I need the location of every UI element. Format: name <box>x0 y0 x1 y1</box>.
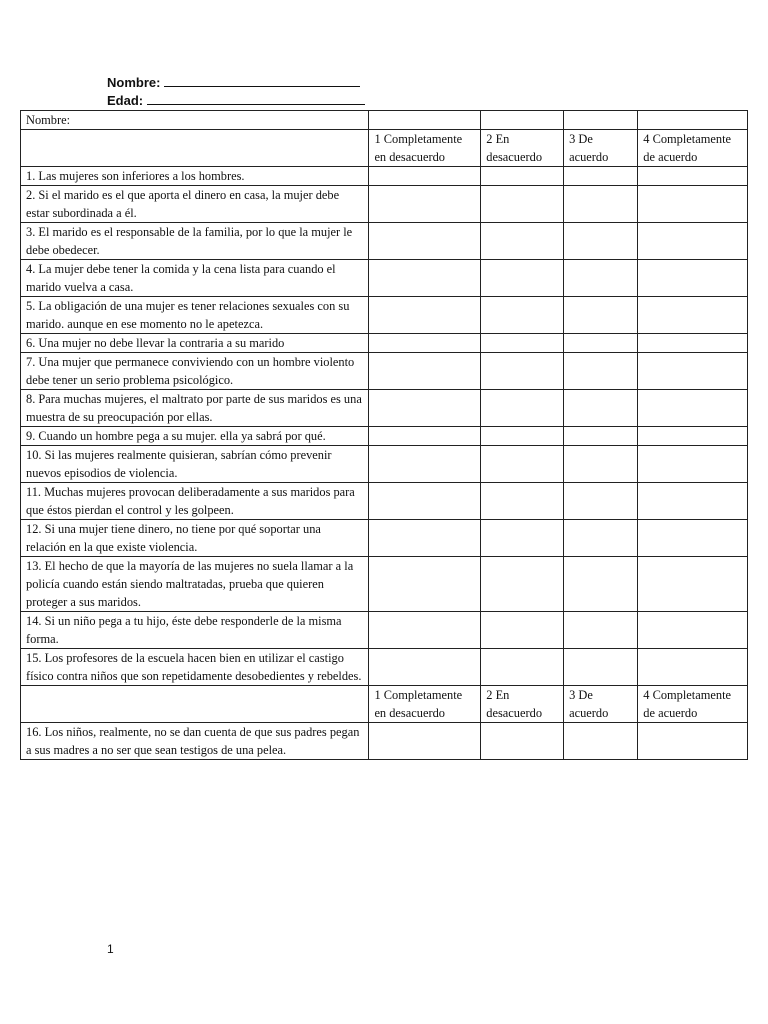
question-row <box>21 334 748 353</box>
answer-cell-4[interactable] <box>638 186 748 223</box>
answer-cell-2[interactable] <box>481 612 564 649</box>
question-row <box>21 427 748 446</box>
question-text: 15. Los profesores de la escuela hacen bien en utilizar el castigo físico contra niños que son repetidamente desobedientes y rebeldes. <box>21 649 369 686</box>
scale-header-row <box>21 130 748 167</box>
answer-cell-3[interactable] <box>564 483 638 520</box>
answer-cell-4[interactable] <box>638 390 748 427</box>
name-row-cell[interactable] <box>369 111 481 130</box>
answer-cell-2[interactable] <box>481 167 564 186</box>
question-text: 5. La obligación de una mujer es tener relaciones sexuales con su marido. aunque en ese momento no le apetezca. <box>21 297 369 334</box>
question-row <box>21 483 748 520</box>
answer-cell-1[interactable] <box>369 483 481 520</box>
question-text: 10. Si las mujeres realmente quisieran, sabrían cómo prevenir nuevos episodios de violencia. <box>21 446 369 483</box>
answer-cell-1[interactable] <box>369 260 481 297</box>
question-row <box>21 223 748 260</box>
question-row <box>21 446 748 483</box>
question-row <box>21 167 748 186</box>
answer-cell-4[interactable] <box>638 334 748 353</box>
answer-cell-2[interactable] <box>481 483 564 520</box>
question-text: 1. Las mujeres son inferiores a los hombres. <box>21 167 369 186</box>
nombre-blank-line[interactable] <box>164 73 360 87</box>
answer-cell-4[interactable] <box>638 612 748 649</box>
edad-blank-line[interactable] <box>147 91 365 105</box>
question-text: 8. Para muchas mujeres, el maltrato por parte de sus maridos es una muestra de su preocupación por ellas. <box>21 390 369 427</box>
scale-header-1: 1 Completamente en desacuerdo <box>369 130 481 167</box>
answer-cell-1[interactable] <box>369 353 481 390</box>
answer-cell-1[interactable] <box>369 557 481 612</box>
question-row <box>21 723 748 760</box>
answer-cell-3[interactable] <box>564 353 638 390</box>
edad-label: Edad: <box>107 93 144 108</box>
answer-cell-1[interactable] <box>369 446 481 483</box>
question-text: 14. Si un niño pega a tu hijo, éste debe responderle de la misma forma. <box>21 612 369 649</box>
answer-cell-3[interactable] <box>564 557 638 612</box>
answer-cell-1[interactable] <box>369 649 481 686</box>
answer-cell-1[interactable] <box>369 186 481 223</box>
question-row <box>21 353 748 390</box>
edad-field[interactable] <box>107 91 365 109</box>
answer-cell-4[interactable] <box>638 353 748 390</box>
answer-cell-3[interactable] <box>564 334 638 353</box>
answer-cell-3[interactable] <box>564 649 638 686</box>
answer-cell-4[interactable] <box>638 520 748 557</box>
answer-cell-4[interactable] <box>638 297 748 334</box>
name-row-label: Nombre: <box>21 111 369 130</box>
answer-cell-1[interactable] <box>369 167 481 186</box>
question-text: 11. Muchas mujeres provocan deliberadamente a sus maridos para que éstos pierdan el control y les golpeen. <box>21 483 369 520</box>
answer-cell-2[interactable] <box>481 223 564 260</box>
question-text: 3. El marido es el responsable de la familia, por lo que la mujer le debe obedecer. <box>21 223 369 260</box>
answer-cell-2[interactable] <box>481 353 564 390</box>
name-row <box>21 111 748 130</box>
nombre-field[interactable] <box>107 73 360 91</box>
scale-header-blank <box>21 130 369 167</box>
scale-header-1: 1 Completamente en desacuerdo <box>369 686 481 723</box>
name-row-cell[interactable] <box>638 111 748 130</box>
answer-cell-2[interactable] <box>481 390 564 427</box>
page-number: 1 <box>107 942 114 956</box>
answer-cell-2[interactable] <box>481 520 564 557</box>
answer-cell-4[interactable] <box>638 427 748 446</box>
answer-cell-2[interactable] <box>481 427 564 446</box>
nombre-label: Nombre: <box>107 75 161 90</box>
answer-cell-3[interactable] <box>564 446 638 483</box>
question-text: 6. Una mujer no debe llevar la contraria a su marido <box>21 334 369 353</box>
answer-cell-3[interactable] <box>564 186 638 223</box>
answer-cell-1[interactable] <box>369 223 481 260</box>
answer-cell-2[interactable] <box>481 186 564 223</box>
scale-header-2: 2 En desacuerdo <box>481 130 564 167</box>
answer-cell-2[interactable] <box>481 649 564 686</box>
answer-cell-4[interactable] <box>638 260 748 297</box>
answer-cell-3[interactable] <box>564 167 638 186</box>
question-text: 9. Cuando un hombre pega a su mujer. ella ya sabrá por qué. <box>21 427 369 446</box>
question-row <box>21 390 748 427</box>
question-row <box>21 557 748 612</box>
scale-header-2: 2 En desacuerdo <box>481 686 564 723</box>
answer-cell-2[interactable] <box>481 557 564 612</box>
answer-cell-1[interactable] <box>369 390 481 427</box>
answer-cell-3[interactable] <box>564 223 638 260</box>
scale-header-4: 4 Completamente de acuerdo <box>638 686 748 723</box>
answer-cell-2[interactable] <box>481 446 564 483</box>
survey-table-body <box>21 111 748 760</box>
scale-header-3: 3 De acuerdo <box>564 130 638 167</box>
answer-cell-4[interactable] <box>638 446 748 483</box>
name-row-cell[interactable] <box>481 111 564 130</box>
answer-cell-2[interactable] <box>481 297 564 334</box>
answer-cell-2[interactable] <box>481 723 564 760</box>
scale-header-4: 4 Completamente de acuerdo <box>638 130 748 167</box>
answer-cell-3[interactable] <box>564 260 638 297</box>
answer-cell-4[interactable] <box>638 167 748 186</box>
question-text: 7. Una mujer que permanece conviviendo con un hombre violento debe tener un serio problema psicológico. <box>21 353 369 390</box>
scale-header-blank <box>21 686 369 723</box>
question-row <box>21 186 748 223</box>
scale-header-row-repeat <box>21 686 748 723</box>
question-text: 13. El hecho de que la mayoría de las mujeres no suela llamar a la policía cuando están siendo maltratadas, prueba que quieren proteger a sus maridos. <box>21 557 369 612</box>
answer-cell-1[interactable] <box>369 427 481 446</box>
question-row <box>21 520 748 557</box>
answer-cell-4[interactable] <box>638 723 748 760</box>
answer-cell-4[interactable] <box>638 649 748 686</box>
question-row <box>21 649 748 686</box>
answer-cell-1[interactable] <box>369 612 481 649</box>
scale-header-3: 3 De acuerdo <box>564 686 638 723</box>
answer-cell-3[interactable] <box>564 390 638 427</box>
question-text: 2. Si el marido es el que aporta el dinero en casa, la mujer debe estar subordinada a él. <box>21 186 369 223</box>
question-text: 16. Los niños, realmente, no se dan cuenta de que sus padres pegan a sus madres a no ser que sean testigos de una pelea. <box>21 723 369 760</box>
answer-cell-3[interactable] <box>564 612 638 649</box>
answer-cell-2[interactable] <box>481 334 564 353</box>
question-row <box>21 612 748 649</box>
question-text: 4. La mujer debe tener la comida y la cena lista para cuando el marido vuelva a casa. <box>21 260 369 297</box>
answer-cell-3[interactable] <box>564 723 638 760</box>
answer-cell-4[interactable] <box>638 483 748 520</box>
question-text: 12. Si una mujer tiene dinero, no tiene por qué soportar una relación en la que existe violencia. <box>21 520 369 557</box>
question-row <box>21 297 748 334</box>
survey-table <box>20 110 748 760</box>
question-row <box>21 260 748 297</box>
answer-cell-1[interactable] <box>369 334 481 353</box>
answer-cell-2[interactable] <box>481 260 564 297</box>
answer-cell-3[interactable] <box>564 297 638 334</box>
answer-cell-4[interactable] <box>638 223 748 260</box>
answer-cell-1[interactable] <box>369 723 481 760</box>
name-row-cell[interactable] <box>564 111 638 130</box>
answer-cell-1[interactable] <box>369 297 481 334</box>
answer-cell-1[interactable] <box>369 520 481 557</box>
answer-cell-3[interactable] <box>564 520 638 557</box>
answer-cell-4[interactable] <box>638 557 748 612</box>
answer-cell-3[interactable] <box>564 427 638 446</box>
